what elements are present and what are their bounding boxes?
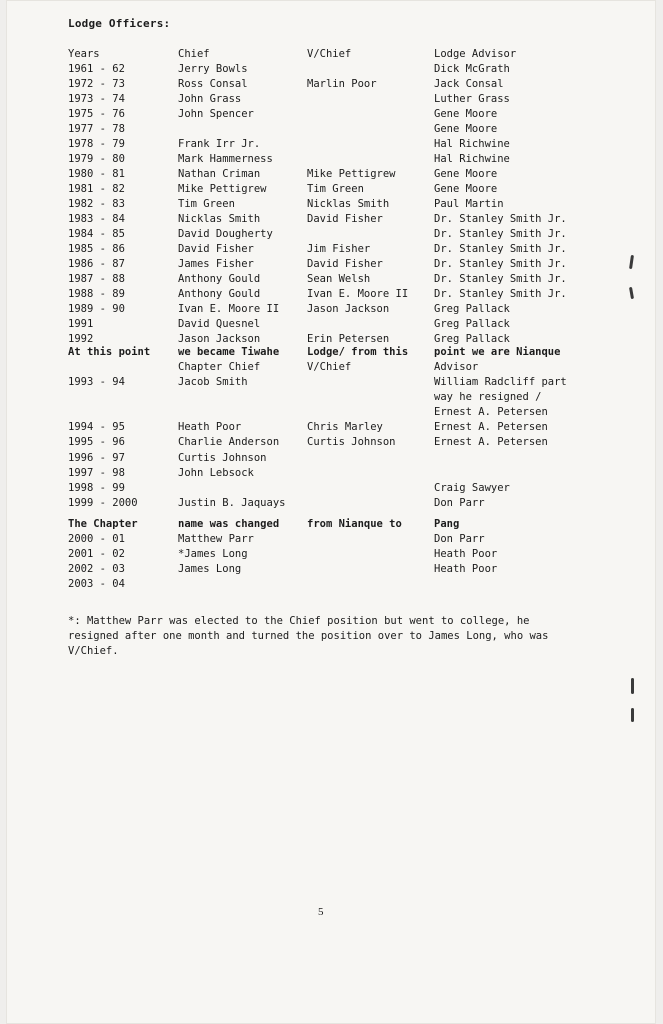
table-cell: Tim Green [307, 183, 364, 195]
table-cell: 1987 - 88 [68, 273, 125, 285]
table-cell: David Fisher [307, 213, 383, 225]
table-cell: 1972 - 73 [68, 78, 125, 90]
table-cell: Dr. Stanley Smith Jr. [434, 273, 567, 285]
table-row [68, 496, 628, 511]
table-cell: 1998 - 99 [68, 481, 125, 494]
table-cell: 1994 - 95 [68, 421, 125, 434]
table-cell: Don Parr [434, 533, 485, 545]
table-cell: Ernest A. Petersen [434, 406, 548, 419]
table-row [68, 272, 628, 287]
table-header-row [68, 47, 628, 62]
table-subheader-row [68, 360, 628, 375]
table-cell: Ivan E. Moore II [178, 303, 280, 315]
table-cell: The Chapter [68, 518, 138, 530]
table-cell: Ernest A. Petersen [434, 436, 548, 449]
table-row [68, 152, 628, 167]
table-row [68, 481, 628, 496]
table-cell: Curtis Johnson [178, 451, 267, 464]
table-cell: Ernest A. Petersen [434, 421, 548, 434]
table-row [68, 122, 628, 137]
table-row [68, 375, 628, 390]
table-cell: Ivan E. Moore II [307, 288, 409, 300]
table-cell: point we are Nianque [434, 346, 561, 358]
table-cell: 1988 - 89 [68, 288, 125, 300]
table-cell: Chapter Chief [178, 361, 261, 373]
table-cell: *James Long [178, 548, 248, 560]
table-cell: Tim Green [178, 198, 235, 210]
binding-staple [631, 678, 634, 694]
table-cell: we became Tiwahe [178, 346, 280, 358]
table-row [68, 577, 628, 592]
table-row [68, 212, 628, 227]
table-cell: V/Chief [307, 361, 352, 373]
table-cell: 1980 - 81 [68, 168, 125, 180]
table-cell: James Fisher [178, 258, 254, 270]
table-cell: Anthony Gould [178, 273, 261, 285]
table-cell: 1983 - 84 [68, 213, 125, 225]
table-cell: Jim Fisher [307, 243, 371, 255]
table-cell: from Nianque to [307, 518, 402, 530]
table-row [68, 77, 628, 92]
page-heading: Lodge Officers: [68, 17, 171, 30]
table-cell: Greg Pallack [434, 318, 510, 330]
table-cell: Heath Poor [434, 548, 498, 560]
table-row [68, 562, 628, 577]
table-cell: name was changed [178, 518, 280, 530]
table-row [68, 137, 628, 152]
section-divider-row [68, 345, 628, 360]
table-row [68, 532, 628, 547]
table-cell: John Spencer [178, 108, 254, 120]
table-cell: David Fisher [178, 243, 254, 255]
table-row [68, 451, 628, 466]
table-cell: 1991 [68, 318, 94, 330]
table-cell: Mark Hammerness [178, 153, 273, 165]
table-cell: 2001 - 02 [68, 548, 125, 560]
table-cell: 1993 - 94 [68, 376, 125, 388]
table-cell: Gene Moore [434, 123, 498, 135]
table-cell: Greg Pallack [434, 303, 510, 315]
table-cell: 1981 - 82 [68, 183, 125, 195]
table-cell: Jack Consal [434, 78, 504, 90]
table-cell: David Quesnel [178, 318, 261, 330]
table-cell: 1982 - 83 [68, 198, 125, 210]
table-cell: Dr. Stanley Smith Jr. [434, 288, 567, 300]
table-cell: Greg Pallack [434, 333, 510, 345]
table-cell: James Long [178, 563, 242, 575]
table-cell: Nicklas Smith [307, 198, 390, 210]
table-cell: 2000 - 01 [68, 533, 125, 545]
table-cell: Dr. Stanley Smith Jr. [434, 213, 567, 225]
table-cell: Luther Grass [434, 93, 510, 105]
table-cell: Pang [434, 518, 460, 530]
document-page [6, 0, 656, 1024]
table-cell: Mike Pettigrew [178, 183, 267, 195]
table-cell: Jacob Smith [178, 376, 248, 388]
table-row [68, 405, 628, 420]
section-divider-row [68, 517, 628, 532]
table-cell: John Grass [178, 93, 242, 105]
table-row [68, 257, 628, 272]
table-row [68, 302, 628, 317]
table-cell: Dick McGrath [434, 63, 510, 75]
table-cell: Heath Poor [178, 421, 242, 434]
table-cell: Jason Jackson [307, 303, 390, 315]
table-cell: Paul Martin [434, 198, 504, 210]
table-cell: 1995 - 96 [68, 436, 125, 449]
table-cell: Jerry Bowls [178, 63, 248, 75]
table-cell: 2003 - 04 [68, 578, 125, 590]
table-cell: Nathan Criman [178, 168, 261, 180]
table-cell: Don Parr [434, 496, 485, 509]
table-cell: Advisor [434, 361, 479, 373]
table-cell: William Radcliff part [434, 376, 567, 388]
table-row [68, 107, 628, 122]
table-cell: Justin B. Jaquays [178, 496, 286, 509]
table-row [68, 547, 628, 562]
table-cell: Anthony Gould [178, 288, 261, 300]
table-cell: Frank Irr Jr. [178, 138, 261, 150]
table-cell: Hal Richwine [434, 153, 510, 165]
table-cell: 1961 - 62 [68, 63, 125, 75]
binding-staple [629, 255, 634, 269]
table-cell: V/Chief [307, 48, 352, 60]
table-row [68, 435, 628, 450]
table-row [68, 287, 628, 302]
table-cell: 1977 - 78 [68, 123, 125, 135]
table-cell: 1986 - 87 [68, 258, 125, 270]
table-cell: 2002 - 03 [68, 563, 125, 575]
table-cell: Years [68, 48, 100, 60]
table-cell: Dr. Stanley Smith Jr. [434, 258, 567, 270]
table-cell: Lodge/ from this [307, 346, 409, 358]
table-cell: 1978 - 79 [68, 138, 125, 150]
binding-staple [629, 287, 634, 299]
table-cell: Nicklas Smith [178, 213, 261, 225]
table-cell: Matthew Parr [178, 533, 254, 545]
table-row [68, 167, 628, 182]
table-row [68, 227, 628, 242]
table-cell: Sean Welsh [307, 273, 371, 285]
table-row [68, 466, 628, 481]
table-cell: 1985 - 86 [68, 243, 125, 255]
table-row [68, 182, 628, 197]
binding-staple [631, 708, 634, 722]
table-cell: Chris Marley [307, 421, 383, 434]
table-row [68, 92, 628, 107]
table-cell: Lodge Advisor [434, 48, 517, 60]
table-cell: At this point [68, 346, 151, 358]
table-row [68, 197, 628, 212]
table-cell: Charlie Anderson [178, 436, 280, 449]
table-cell: Craig Sawyer [434, 481, 510, 494]
table-cell: 1999 - 2000 [68, 496, 138, 509]
table-row [68, 62, 628, 77]
table-cell: Hal Richwine [434, 138, 510, 150]
table-cell: Marlin Poor [307, 78, 377, 90]
table-row [68, 390, 628, 405]
table-row [68, 420, 628, 435]
table-cell: Mike Pettigrew [307, 168, 396, 180]
table-cell: Curtis Johnson [307, 436, 396, 449]
table-cell: way he resigned / [434, 391, 542, 404]
table-cell: 1975 - 76 [68, 108, 125, 120]
table-cell: Heath Poor [434, 563, 498, 575]
table-cell: John Lebsock [178, 466, 254, 479]
table-cell: Dr. Stanley Smith Jr. [434, 243, 567, 255]
table-cell: Jason Jackson [178, 333, 261, 345]
table-cell: 1989 - 90 [68, 303, 125, 315]
table-cell: 1973 - 74 [68, 93, 125, 105]
table-cell: 1979 - 80 [68, 153, 125, 165]
table-cell: Ross Consal [178, 78, 248, 90]
table-cell: 1997 - 98 [68, 466, 125, 479]
table-cell: Dr. Stanley Smith Jr. [434, 228, 567, 240]
table-cell: Chief [178, 48, 210, 60]
table-cell: 1992 [68, 333, 94, 345]
table-cell: David Fisher [307, 258, 383, 270]
table-cell: Gene Moore [434, 108, 498, 120]
table-row [68, 242, 628, 257]
table-cell: Erin Petersen [307, 333, 390, 345]
table-cell: 1984 - 85 [68, 228, 125, 240]
table-cell: Gene Moore [434, 183, 498, 195]
page-number: 5 [318, 906, 324, 918]
table-row [68, 317, 628, 332]
table-cell: 1996 - 97 [68, 451, 125, 464]
footnote: *: Matthew Parr was elected to the Chief position but went to college, he resigned after one month and turned the position over to James Long, who was V/Chief. [68, 615, 549, 657]
table-cell: David Dougherty [178, 228, 273, 240]
table-cell: Gene Moore [434, 168, 498, 180]
